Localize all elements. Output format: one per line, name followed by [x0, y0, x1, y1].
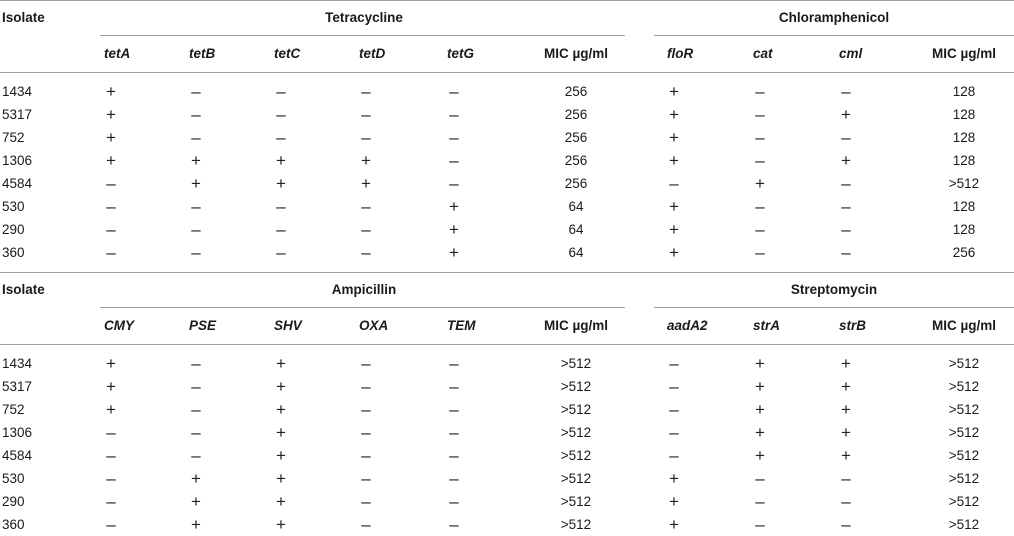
- mic-value-cell: >512: [560, 494, 592, 509]
- gene-presence-cell: +: [276, 150, 286, 170]
- mic-value-cell: >512: [560, 471, 592, 486]
- mic-value-cell: 64: [568, 199, 584, 214]
- isolate-cell: 290: [2, 222, 25, 237]
- gene-header-tetA: tetA: [104, 45, 131, 61]
- gene-header-strB: strB: [839, 317, 867, 333]
- gene-presence-cell: +: [669, 104, 679, 124]
- gene-presence-cell: –: [449, 514, 459, 534]
- gene-presence-cell: –: [361, 514, 371, 534]
- gene-presence-cell: –: [449, 422, 459, 442]
- mic-value-cell: 256: [952, 245, 976, 260]
- gene-header-cml: cml: [839, 45, 863, 61]
- gene-presence-cell: –: [841, 173, 851, 193]
- gene-presence-cell: +: [276, 376, 286, 396]
- header-rule: [0, 344, 1014, 345]
- gene-presence-cell: +: [669, 127, 679, 147]
- group-underline: [100, 35, 625, 36]
- mic-value-cell: 128: [952, 84, 976, 99]
- gene-presence-cell: +: [669, 468, 679, 488]
- gene-presence-cell: –: [755, 104, 765, 124]
- gene-presence-cell: –: [191, 81, 201, 101]
- gene-presence-cell: –: [276, 219, 286, 239]
- gene-presence-cell: –: [106, 422, 116, 442]
- gene-presence-cell: –: [755, 81, 765, 101]
- gene-presence-cell: +: [276, 353, 286, 373]
- gene-presence-cell: –: [191, 242, 201, 262]
- gene-presence-cell: +: [755, 399, 765, 419]
- mic-value-cell: >512: [560, 379, 592, 394]
- gene-presence-cell: –: [191, 399, 201, 419]
- gene-header-OXA: OXA: [359, 317, 389, 333]
- gene-header-aadA2: aadA2: [667, 317, 708, 333]
- gene-presence-cell: –: [669, 353, 679, 373]
- gene-presence-cell: +: [106, 127, 116, 147]
- gene-presence-cell: –: [449, 150, 459, 170]
- gene-presence-cell: +: [276, 399, 286, 419]
- isolate-cell: 360: [2, 517, 25, 532]
- isolate-cell: 1434: [2, 356, 33, 371]
- gene-header-tetB: tetB: [189, 45, 216, 61]
- group-header-streptomycin: Streptomycin: [790, 281, 878, 297]
- gene-presence-cell: +: [191, 468, 201, 488]
- gene-presence-cell: –: [449, 445, 459, 465]
- gene-presence-cell: –: [755, 514, 765, 534]
- mic-value-cell: >512: [560, 448, 592, 463]
- gene-presence-cell: +: [276, 445, 286, 465]
- mic-value-cell: >512: [948, 356, 980, 371]
- mic-value-cell: 128: [952, 153, 976, 168]
- gene-presence-cell: +: [669, 81, 679, 101]
- gene-presence-cell: +: [106, 399, 116, 419]
- gene-presence-cell: +: [841, 376, 851, 396]
- gene-header-floR: floR: [667, 45, 694, 61]
- mic-value-cell: >512: [948, 494, 980, 509]
- gene-presence-cell: +: [755, 376, 765, 396]
- gene-presence-cell: –: [276, 196, 286, 216]
- gene-presence-cell: –: [191, 445, 201, 465]
- mic-header: MIC µg/ml: [931, 317, 997, 333]
- gene-presence-cell: +: [755, 173, 765, 193]
- gene-presence-cell: +: [191, 514, 201, 534]
- gene-presence-cell: –: [755, 150, 765, 170]
- gene-presence-cell: +: [361, 150, 371, 170]
- gene-presence-cell: –: [106, 242, 116, 262]
- isolate-cell: 4584: [2, 176, 33, 191]
- gene-presence-cell: –: [449, 104, 459, 124]
- isolate-cell: 5317: [2, 107, 33, 122]
- gene-presence-cell: –: [449, 127, 459, 147]
- group-underline: [654, 35, 1014, 36]
- mic-value-cell: >512: [948, 402, 980, 417]
- group-header-tetracycline: Tetracycline: [325, 9, 403, 25]
- isolate-cell: 1306: [2, 425, 33, 440]
- gene-presence-cell: +: [106, 150, 116, 170]
- gene-presence-cell: –: [106, 445, 116, 465]
- gene-presence-cell: +: [361, 173, 371, 193]
- gene-presence-cell: +: [841, 353, 851, 373]
- isolate-header: Isolate: [2, 9, 45, 25]
- gene-presence-cell: –: [276, 127, 286, 147]
- gene-presence-cell: –: [191, 353, 201, 373]
- mic-value-cell: 256: [564, 130, 588, 145]
- gene-presence-cell: –: [669, 173, 679, 193]
- gene-presence-cell: –: [841, 219, 851, 239]
- isolate-header: Isolate: [2, 281, 45, 297]
- mic-value-cell: 128: [952, 130, 976, 145]
- mic-value-cell: 256: [564, 153, 588, 168]
- gene-presence-cell: –: [361, 422, 371, 442]
- gene-presence-cell: –: [361, 104, 371, 124]
- mic-value-cell: >512: [560, 402, 592, 417]
- gene-presence-cell: –: [361, 445, 371, 465]
- gene-presence-cell: –: [106, 468, 116, 488]
- gene-presence-cell: +: [276, 422, 286, 442]
- gene-presence-cell: +: [191, 491, 201, 511]
- gene-presence-cell: –: [755, 468, 765, 488]
- gene-presence-cell: –: [449, 491, 459, 511]
- gene-presence-cell: +: [106, 81, 116, 101]
- gene-presence-cell: –: [841, 242, 851, 262]
- gene-presence-cell: –: [106, 196, 116, 216]
- mic-value-cell: 256: [564, 176, 588, 191]
- gene-presence-cell: –: [361, 127, 371, 147]
- gene-presence-cell: –: [449, 173, 459, 193]
- gene-presence-cell: –: [106, 219, 116, 239]
- gene-header-TEM: TEM: [447, 317, 476, 333]
- gene-presence-cell: +: [669, 150, 679, 170]
- gene-presence-cell: –: [755, 242, 765, 262]
- gene-header-SHV: SHV: [274, 317, 302, 333]
- gene-presence-cell: –: [841, 491, 851, 511]
- mic-value-cell: >512: [948, 176, 980, 191]
- gene-presence-cell: –: [361, 196, 371, 216]
- gene-presence-cell: +: [841, 104, 851, 124]
- gene-presence-cell: –: [276, 81, 286, 101]
- gene-presence-cell: –: [106, 514, 116, 534]
- isolate-cell: 530: [2, 471, 25, 486]
- gene-presence-cell: –: [191, 376, 201, 396]
- top-rule: [0, 0, 1014, 1]
- mic-header: MIC µg/ml: [543, 317, 609, 333]
- mic-value-cell: >512: [560, 517, 592, 532]
- gene-presence-cell: –: [755, 196, 765, 216]
- gene-presence-cell: –: [191, 104, 201, 124]
- gene-presence-cell: –: [191, 196, 201, 216]
- gene-presence-cell: –: [449, 353, 459, 373]
- gene-presence-cell: +: [755, 445, 765, 465]
- mic-value-cell: >512: [560, 425, 592, 440]
- gene-presence-cell: +: [191, 150, 201, 170]
- gene-presence-cell: –: [669, 399, 679, 419]
- gene-presence-cell: –: [361, 376, 371, 396]
- gene-presence-cell: –: [669, 376, 679, 396]
- group-header-ampicillin: Ampicillin: [331, 281, 397, 297]
- gene-presence-cell: –: [361, 353, 371, 373]
- gene-presence-cell: –: [106, 173, 116, 193]
- isolate-cell: 530: [2, 199, 25, 214]
- mic-header: MIC µg/ml: [543, 45, 609, 61]
- gene-presence-cell: –: [106, 491, 116, 511]
- gene-presence-cell: –: [449, 399, 459, 419]
- gene-presence-cell: –: [191, 127, 201, 147]
- gene-presence-cell: +: [276, 468, 286, 488]
- gene-presence-cell: +: [276, 514, 286, 534]
- gene-presence-cell: +: [191, 173, 201, 193]
- gene-presence-cell: –: [361, 399, 371, 419]
- gene-header-PSE: PSE: [189, 317, 217, 333]
- mic-value-cell: 256: [564, 84, 588, 99]
- gene-presence-cell: +: [669, 219, 679, 239]
- mic-value-cell: >512: [948, 448, 980, 463]
- group-header-chloramphenicol: Chloramphenicol: [778, 9, 890, 25]
- mic-value-cell: 128: [952, 107, 976, 122]
- isolate-cell: 4584: [2, 448, 33, 463]
- gene-presence-cell: –: [276, 242, 286, 262]
- gene-presence-cell: –: [361, 468, 371, 488]
- gene-presence-cell: –: [361, 219, 371, 239]
- mic-value-cell: >512: [948, 517, 980, 532]
- gene-presence-cell: +: [755, 353, 765, 373]
- gene-presence-cell: +: [669, 242, 679, 262]
- gene-presence-cell: –: [669, 445, 679, 465]
- gene-presence-cell: +: [106, 353, 116, 373]
- gene-presence-cell: –: [191, 422, 201, 442]
- gene-presence-cell: +: [276, 491, 286, 511]
- mic-header: MIC µg/ml: [931, 45, 997, 61]
- isolate-cell: 752: [2, 130, 25, 145]
- gene-presence-cell: –: [755, 491, 765, 511]
- mic-value-cell: >512: [560, 356, 592, 371]
- gene-presence-cell: +: [669, 491, 679, 511]
- header-rule: [0, 72, 1014, 73]
- gene-presence-cell: +: [449, 219, 459, 239]
- gene-presence-cell: –: [449, 81, 459, 101]
- gene-presence-cell: +: [669, 514, 679, 534]
- gene-presence-cell: –: [276, 104, 286, 124]
- gene-header-strA: strA: [753, 317, 781, 333]
- gene-header-tetC: tetC: [274, 45, 301, 61]
- gene-presence-cell: +: [841, 150, 851, 170]
- group-underline: [654, 307, 1014, 308]
- gene-presence-cell: –: [841, 196, 851, 216]
- gene-presence-cell: –: [361, 242, 371, 262]
- section-rule: [0, 272, 1014, 273]
- isolate-cell: 1434: [2, 84, 33, 99]
- mic-value-cell: 64: [568, 222, 584, 237]
- gene-header-CMY: CMY: [104, 317, 134, 333]
- gene-presence-cell: +: [276, 173, 286, 193]
- gene-presence-cell: –: [449, 376, 459, 396]
- mic-value-cell: 128: [952, 222, 976, 237]
- gene-presence-cell: –: [191, 219, 201, 239]
- gene-presence-cell: –: [755, 127, 765, 147]
- gene-presence-cell: +: [669, 196, 679, 216]
- mic-value-cell: >512: [948, 379, 980, 394]
- gene-presence-cell: +: [106, 104, 116, 124]
- gene-presence-cell: +: [841, 445, 851, 465]
- gene-presence-cell: –: [361, 491, 371, 511]
- mic-value-cell: 256: [564, 107, 588, 122]
- gene-presence-cell: +: [755, 422, 765, 442]
- group-underline: [100, 307, 625, 308]
- gene-presence-cell: –: [841, 468, 851, 488]
- gene-presence-cell: +: [841, 399, 851, 419]
- mic-value-cell: >512: [948, 471, 980, 486]
- gene-presence-cell: –: [449, 468, 459, 488]
- gene-presence-cell: +: [841, 422, 851, 442]
- mic-value-cell: 128: [952, 199, 976, 214]
- gene-presence-cell: +: [449, 242, 459, 262]
- gene-presence-cell: –: [841, 514, 851, 534]
- isolate-cell: 5317: [2, 379, 33, 394]
- isolate-cell: 752: [2, 402, 25, 417]
- gene-presence-cell: –: [841, 127, 851, 147]
- gene-presence-cell: –: [669, 422, 679, 442]
- isolate-cell: 290: [2, 494, 25, 509]
- gene-header-cat: cat: [753, 45, 773, 61]
- isolate-cell: 1306: [2, 153, 33, 168]
- gene-presence-cell: –: [755, 219, 765, 239]
- gene-presence-cell: +: [449, 196, 459, 216]
- isolate-cell: 360: [2, 245, 25, 260]
- mic-value-cell: >512: [948, 425, 980, 440]
- mic-value-cell: 64: [568, 245, 584, 260]
- gene-presence-cell: –: [841, 81, 851, 101]
- gene-presence-cell: +: [106, 376, 116, 396]
- gene-header-tetG: tetG: [447, 45, 474, 61]
- gene-header-tetD: tetD: [359, 45, 386, 61]
- gene-presence-cell: –: [361, 81, 371, 101]
